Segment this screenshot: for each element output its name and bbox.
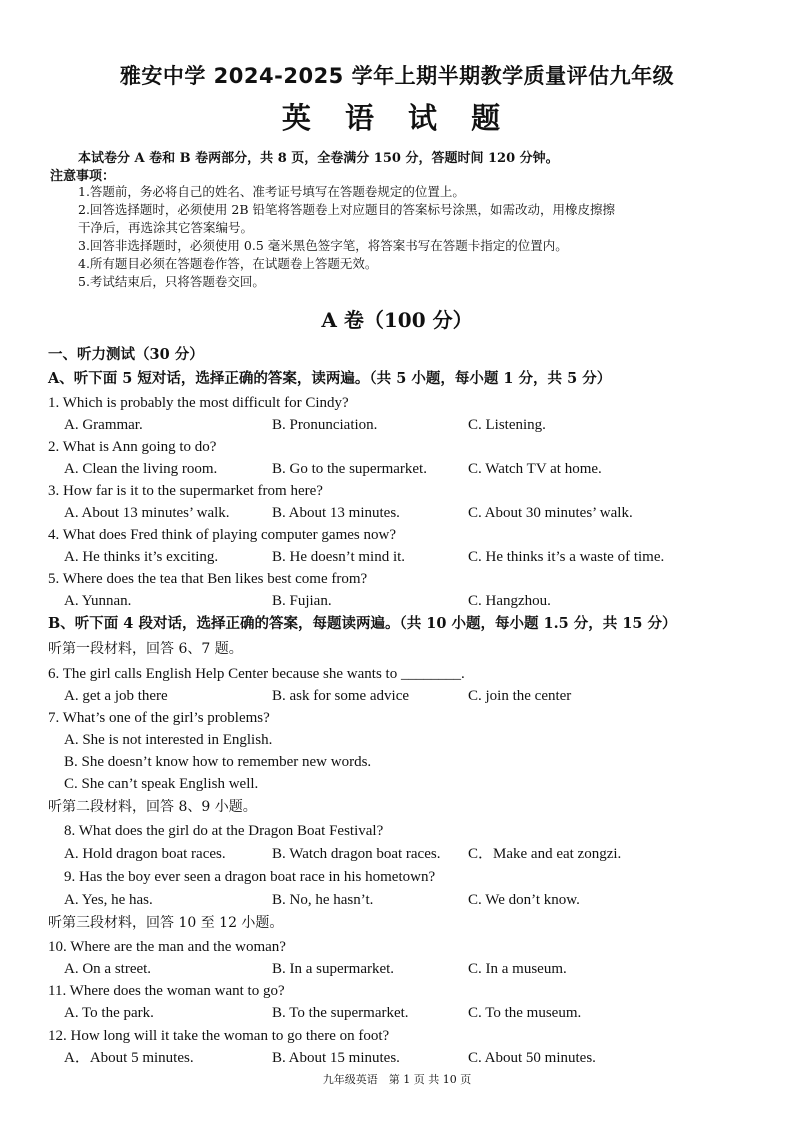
question-stem: 8. What does the girl do at the Dragon Boat Festival? — [64, 823, 384, 839]
partB-instructions: B、听下面 4 段对话，选择正确的答案，每题读两遍。（共 10 小题，每小题 1.5 分，共 15 分） — [48, 615, 677, 632]
section-a-heading: A 卷（100 分） — [321, 308, 473, 332]
partA-instructions: A、听下面 5 短对话，选择正确的答案，读两遍。（共 5 小题，每小题 1 分，共 5 分） — [48, 370, 612, 387]
exam-intro: 本试卷分 A 卷和 B 卷两部分，共 8 页，全卷满分 150 分，答题时间 120 分钟。 — [78, 151, 559, 166]
option-c: C. Hangzhou. — [468, 593, 551, 609]
option-b: B. To the supermarket. — [272, 1005, 409, 1021]
option-c: C. She can’t speak English well. — [64, 776, 259, 792]
option-b: B. Go to the supermarket. — [272, 461, 427, 477]
option-a: A. He thinks it’s exciting. — [64, 549, 219, 565]
option-a: A. Hold dragon boat races. — [64, 846, 226, 862]
question-stem: 11. Where does the woman want to go? — [48, 983, 285, 999]
option-c: C. To the museum. — [468, 1005, 582, 1021]
material-heading: 听第二段材料，回答 8、9 小题。 — [48, 799, 257, 815]
note-item: 3.回答非选择题时，必须使用 0.5 毫米黑色签字笔，将答案书写在答题卡指定的位置内。 — [78, 238, 568, 253]
material-heading: 听第三段材料，回答 10 至 12 小题。 — [48, 915, 284, 931]
option-c: C. We don’t know. — [468, 892, 580, 908]
option-a: A. Grammar. — [64, 417, 143, 433]
option-c: C. join the center — [468, 688, 572, 704]
question-stem: 12. How long will it take the woman to go there on foot? — [48, 1028, 390, 1044]
question-stem: 1. Which is probably the most difficult for Cindy? — [48, 395, 349, 411]
option-b: B. ask for some advice — [272, 688, 410, 704]
option-b: B. About 13 minutes. — [272, 505, 400, 521]
option-c: C. Listening. — [468, 417, 546, 433]
part1-heading: 一、听力测试（30 分） — [48, 346, 204, 363]
question-stem: 4. What does Fred think of playing computer games now? — [48, 527, 396, 543]
option-b: B. In a supermarket. — [272, 961, 395, 977]
note-item: 1.答题前，务必将自己的姓名、准考证号填写在答题卷规定的位置上。 — [78, 184, 465, 199]
option-c: C. About 30 minutes’ walk. — [468, 505, 633, 521]
notes-heading: 注意事项： — [50, 169, 116, 184]
option-c: C. About 50 minutes. — [468, 1050, 596, 1066]
option-b: B. No, he hasn’t. — [272, 892, 374, 908]
subject-title: 英 语 试 题 — [281, 101, 513, 135]
option-b: B. He doesn’t mind it. — [272, 549, 406, 565]
option-b: B. She doesn’t know how to remember new words. — [64, 754, 372, 770]
question-stem: 10. Where are the man and the woman? — [48, 939, 286, 955]
option-c: C．Make and eat zongzi. — [468, 846, 622, 862]
note-item: 5.考试结束后，只将答题卷交回。 — [78, 274, 265, 289]
page-footer: 九年级英语 第 1 页 共 10 页 — [322, 1073, 472, 1086]
option-b: B. Pronunciation. — [272, 417, 378, 433]
option-a: A. get a job there — [64, 688, 168, 704]
option-a: A. She is not interested in English. — [64, 732, 273, 748]
exam-title: 雅安中学 2024-2025 学年上期半期教学质量评估九年级 — [119, 64, 675, 88]
option-c: C. He thinks it’s a waste of time. — [468, 549, 665, 565]
question-stem: 6. The girl calls English Help Center because she wants to ________. — [48, 666, 465, 682]
note-item: 4.所有题目必须在答题卷作答，在试题卷上答题无效。 — [78, 256, 378, 271]
option-a: A. Yunnan. — [64, 593, 132, 609]
note-item: 干净后，再选涂其它答案编号。 — [78, 220, 254, 235]
question-stem: 7. What’s one of the girl’s problems? — [48, 710, 270, 726]
question-stem: 2. What is Ann going to do? — [48, 439, 217, 455]
note-item: 2.回答选择题时，必须使用 2B 铅笔将答题卷上对应题目的答案标号涂黑，如需改动，用橡皮擦擦 — [78, 202, 616, 217]
option-b: B. About 15 minutes. — [272, 1050, 400, 1066]
option-a: A. On a street. — [64, 961, 152, 977]
question-stem: 9. Has the boy ever seen a dragon boat race in his hometown? — [64, 869, 436, 885]
option-a: A. Clean the living room. — [64, 461, 218, 477]
question-stem: 5. Where does the tea that Ben likes best come from? — [48, 571, 368, 587]
option-a: A. Yes, he has. — [64, 892, 153, 908]
option-a: A．About 5 minutes. — [64, 1050, 194, 1066]
material-heading: 听第一段材料，回答 6、7 题。 — [48, 641, 243, 657]
option-a: A. To the park. — [64, 1005, 154, 1021]
question-stem: 3. How far is it to the supermarket from here? — [48, 483, 323, 499]
option-b: B. Watch dragon boat races. — [272, 846, 441, 862]
option-c: C. In a museum. — [468, 961, 567, 977]
option-a: A. About 13 minutes’ walk. — [64, 505, 230, 521]
option-c: C. Watch TV at home. — [468, 461, 602, 477]
option-b: B. Fujian. — [272, 593, 332, 609]
